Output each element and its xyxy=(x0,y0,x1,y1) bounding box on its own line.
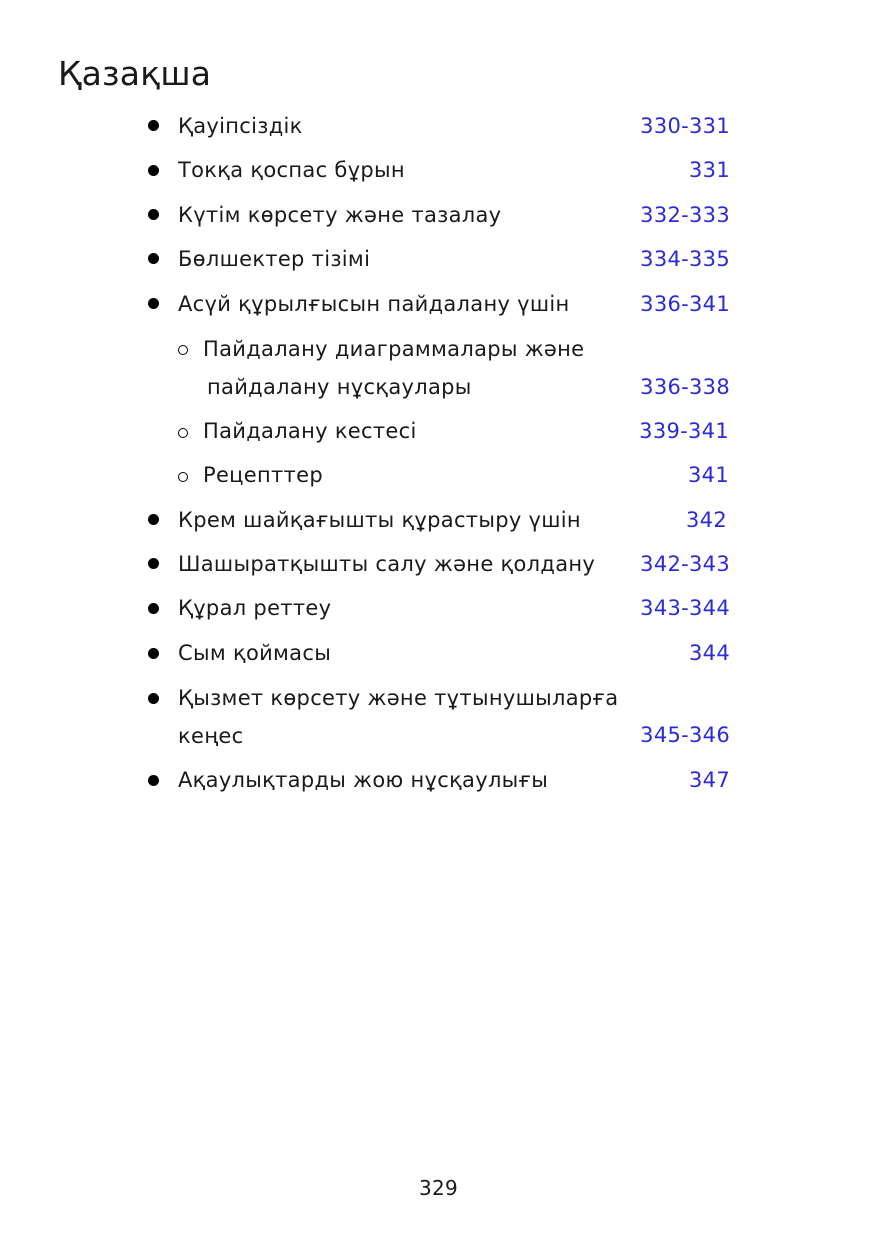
toc-item-before-plugging[interactable] xyxy=(0,152,877,192)
toc-page-link[interactable]: 342 xyxy=(686,508,727,532)
toc-page-link[interactable]: 332-333 xyxy=(640,203,730,227)
toc-item-label: Күтім көрсету және тазалау xyxy=(178,203,502,227)
toc-item-label: Пайдалану кестесі xyxy=(203,419,417,443)
circle-bullet-icon xyxy=(178,472,188,482)
toc-item-label: Сым қоймасы xyxy=(178,641,332,665)
toc-item-label: Асүй құрылғысын пайдалану үшін xyxy=(178,292,570,316)
toc-page-link[interactable]: 342-343 xyxy=(640,552,730,576)
bullet-icon xyxy=(148,253,159,264)
toc-item-label: Қызмет көрсету және тұтынушыларға xyxy=(178,686,619,710)
bullet-icon xyxy=(148,648,159,659)
page-number: 329 xyxy=(418,1176,459,1200)
toc-subitem-recipes[interactable] xyxy=(0,457,877,497)
toc-page-link[interactable]: 330-331 xyxy=(640,114,730,138)
toc-item-label: Бөлшектер тізімі xyxy=(178,247,371,271)
toc-page-link[interactable]: 343-344 xyxy=(640,596,730,620)
toc-item-cord-storage[interactable] xyxy=(0,635,877,675)
toc-item-tool-adjustment[interactable] xyxy=(0,590,877,630)
toc-item-label-continued: пайдалану нұсқаулары xyxy=(207,375,472,399)
bullet-icon xyxy=(148,558,159,569)
toc-page-link[interactable]: 345-346 xyxy=(640,723,730,747)
toc-page-link[interactable]: 336-341 xyxy=(640,292,730,316)
bullet-icon xyxy=(148,120,159,131)
toc-page-link[interactable]: 347 xyxy=(689,768,730,792)
page-title: Қазақша xyxy=(58,54,212,93)
bullet-icon xyxy=(148,775,159,786)
toc-subitem-usage-diagrams[interactable] xyxy=(0,331,877,411)
toc-item-splash-guard[interactable] xyxy=(0,546,877,586)
toc-page-link[interactable]: 334-335 xyxy=(640,247,730,271)
toc-page-link[interactable]: 336-338 xyxy=(640,375,730,399)
bullet-icon xyxy=(148,693,159,704)
toc-item-label: Токқа қоспас бұрын xyxy=(178,158,405,182)
bullet-icon xyxy=(148,603,159,614)
toc-item-safety[interactable] xyxy=(0,108,877,148)
toc-item-label: Рецепттер xyxy=(203,463,323,487)
toc-item-label: Ақаулықтарды жою нұсқаулығы xyxy=(178,768,549,792)
toc-item-whisk-assembly[interactable] xyxy=(0,502,877,542)
toc-page-link[interactable]: 341 xyxy=(688,463,729,487)
toc-item-parts-list[interactable] xyxy=(0,241,877,281)
toc-item-label: Пайдалану диаграммалары және xyxy=(203,337,585,361)
toc-item-troubleshooting[interactable] xyxy=(0,762,877,802)
bullet-icon xyxy=(148,514,159,525)
bullet-icon xyxy=(148,209,159,220)
bullet-icon xyxy=(148,298,159,309)
toc-item-label: Крем шайқағышты құрастыру үшін xyxy=(178,508,581,532)
toc-item-care-cleaning[interactable] xyxy=(0,197,877,237)
toc-item-label: Қауіпсіздік xyxy=(178,114,303,138)
bullet-icon xyxy=(148,165,159,176)
toc-item-service-advice[interactable] xyxy=(0,680,877,760)
toc-item-label: Шашыратқышты салу және қолдану xyxy=(178,552,596,576)
circle-bullet-icon xyxy=(178,345,188,355)
toc-page-link[interactable]: 344 xyxy=(689,641,730,665)
toc-page-link[interactable]: 339-341 xyxy=(639,419,729,443)
circle-bullet-icon xyxy=(178,428,188,438)
toc-subitem-usage-table[interactable] xyxy=(0,413,877,453)
toc-page-link[interactable]: 331 xyxy=(689,158,730,182)
toc-item-label: Құрал реттеу xyxy=(178,596,332,620)
toc-item-label-continued: кеңес xyxy=(178,724,244,748)
toc-item-using-appliance[interactable] xyxy=(0,286,877,326)
